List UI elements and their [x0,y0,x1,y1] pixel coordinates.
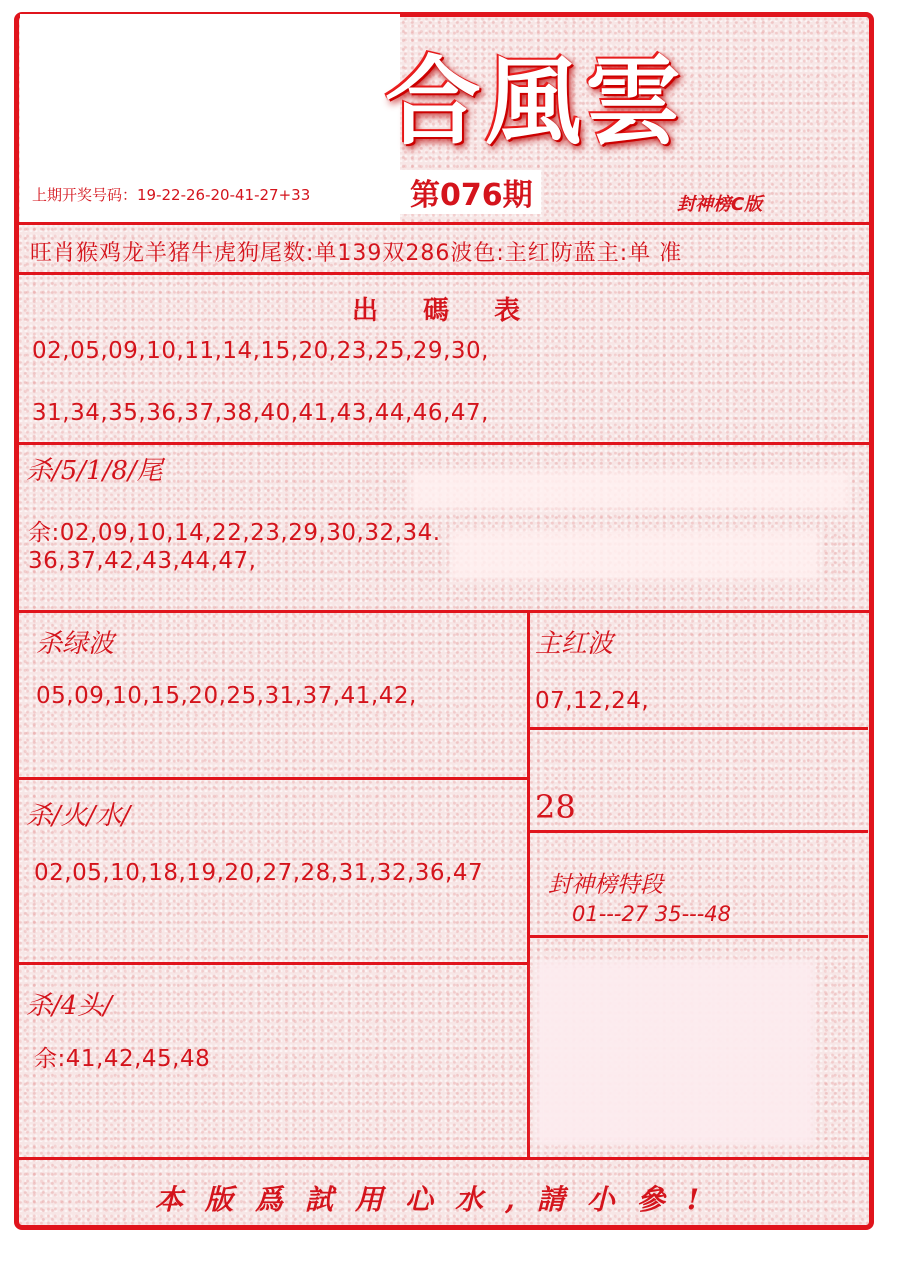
kill-tails-row: 余:02,09,10,14,22,23,29,30,32,34. [28,520,441,546]
chart-table-heading: 出 碼 表 [352,296,539,326]
divider [528,935,868,938]
blurred-area [535,960,815,1145]
divider [528,830,868,833]
kill-tails-label: 杀/5/1/8/尾 [26,456,163,486]
divider [19,777,529,780]
divider [19,962,529,965]
special-segment-range: 01---27 35---48 [572,902,732,926]
kill-fire-water-numbers: 02,05,10,18,19,20,27,28,31,32,36,47 [34,860,484,886]
kill-heads-numbers: 余:41,42,45,48 [34,1046,211,1072]
kill-tails-row: 36,37,42,43,44,47, [28,548,257,574]
special-segment-label: 封神榜特段 [548,872,663,898]
issue-number: 第076期 [400,170,541,214]
zodiac-tips: 旺肖猴鸡龙羊猪牛虎狗尾数:单139双286波色:主红防蓝主:单 准 [30,241,683,266]
footer-note: 本版爲試用心水,請小參! [155,1183,722,1216]
chart-row: 31,34,35,36,37,38,40,41,43,44,46,47, [32,400,489,426]
divider [528,727,868,730]
divider [19,1157,869,1160]
chart-row: 02,05,09,10,11,14,15,20,23,25,29,30, [32,338,489,364]
divider [19,272,869,275]
edition-label: 封神榜C版 [677,194,763,215]
blurred-area [450,530,820,580]
kill-fire-water-label: 杀/火/水/ [26,801,131,831]
kill-green-label: 杀绿波 [36,629,115,659]
last-draw-result: 上期开奖号码：19-22-26-20-41-27+33 [32,186,311,204]
divider [19,222,869,225]
divider [19,442,869,445]
main-red-numbers: 07,12,24, [535,688,650,714]
blurred-area [410,470,850,510]
divider [19,610,869,613]
column-divider [527,612,530,1158]
page-title: 合風雲 [385,45,685,158]
kill-green-numbers: 05,09,10,15,20,25,31,37,41,42, [36,683,417,709]
kill-heads-label: 杀/4头/ [26,991,113,1021]
featured-number: 28 [535,788,576,826]
main-red-label: 主红波 [535,629,614,659]
